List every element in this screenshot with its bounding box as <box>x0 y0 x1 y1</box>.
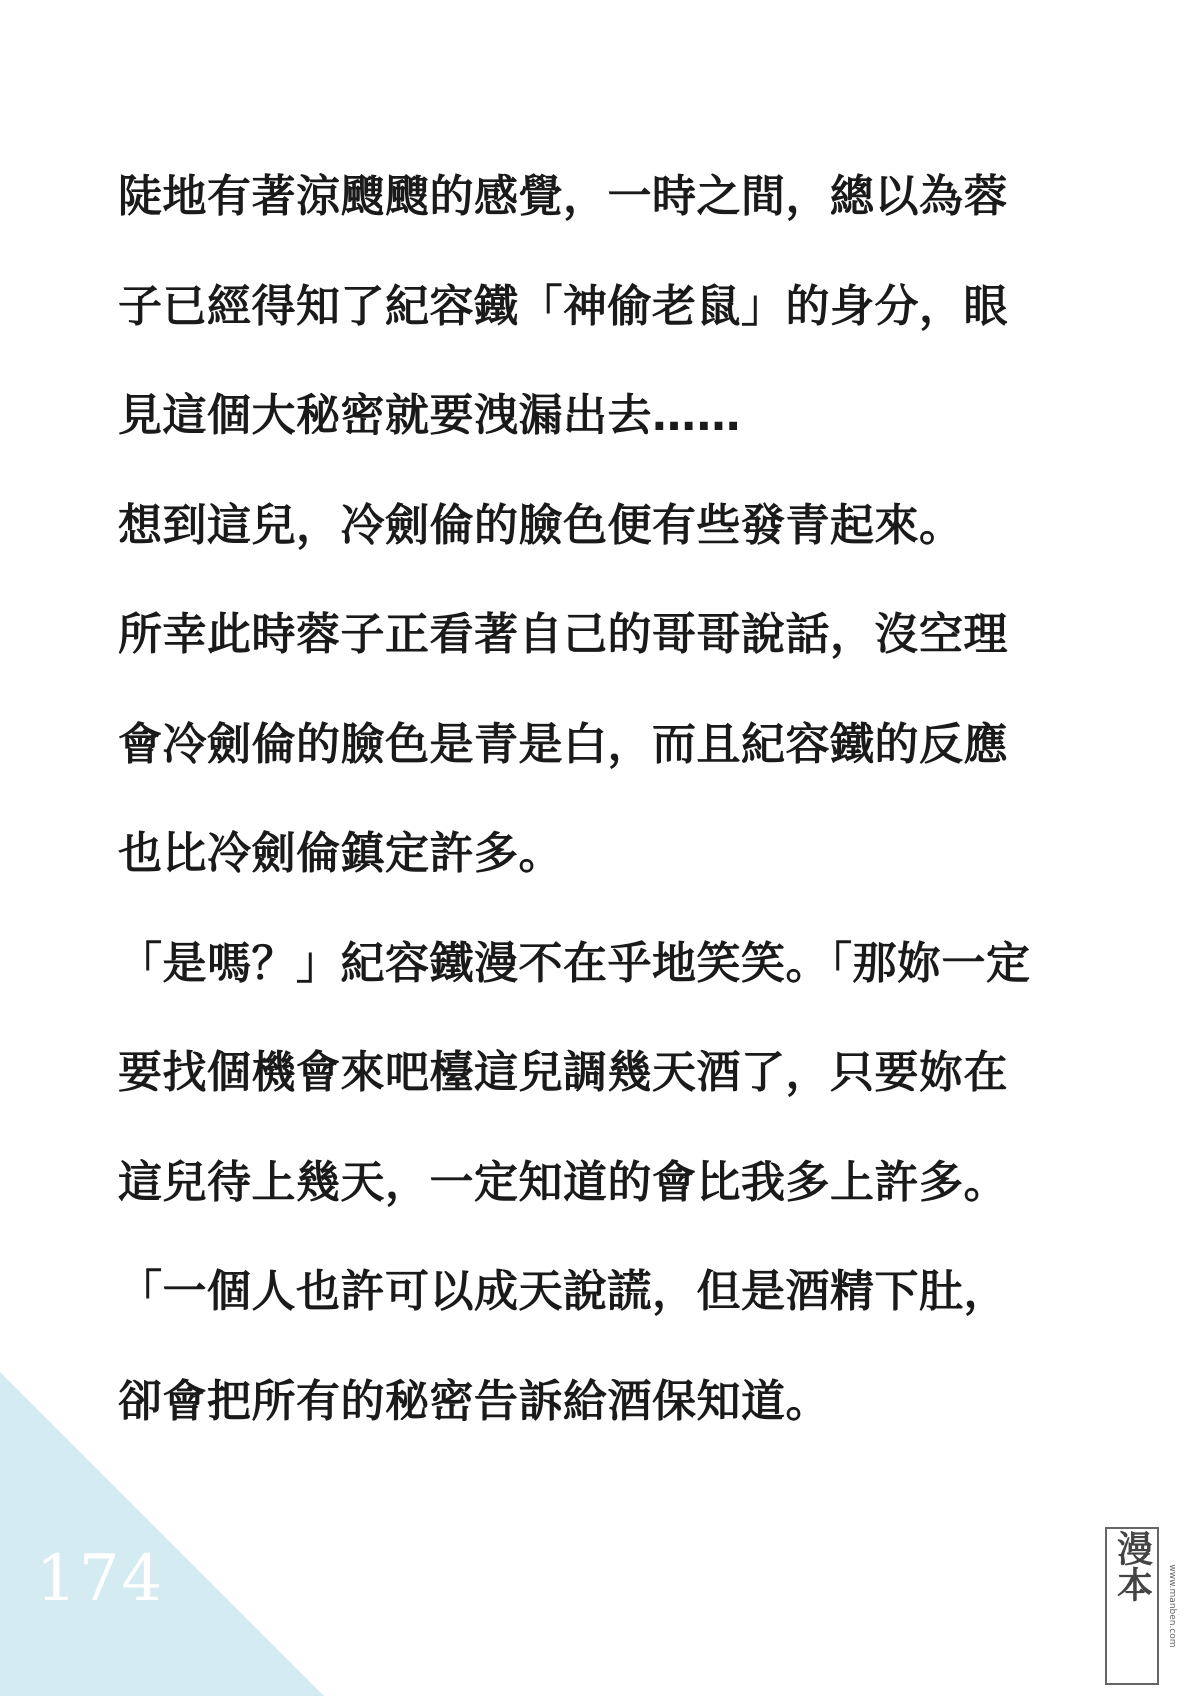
text-line: 會冷劍倫的臉色是青是白，而且紀容鐵的反應 <box>118 718 1008 770</box>
text-line: 也比冷劍倫鎮定許多。 <box>118 828 563 879</box>
page-number: 174 <box>36 1542 165 1616</box>
text-line: 子已經得知了紀容鐵「神偷老鼠」的身分，眼 <box>118 280 1008 332</box>
text-line: 這兒待上幾天，一定知道的會比我多上許多。 <box>118 1156 1008 1208</box>
body-text <box>118 168 1098 1482</box>
text-line: 所幸此時蓉子正看著自己的哥哥說話，沒空理 <box>118 609 1008 660</box>
text-line: 要找個機會來吧檯這兒調幾天酒了，只要妳在 <box>118 1047 1008 1098</box>
text-line: 見這個大秘密就要洩漏出去…… <box>118 390 741 441</box>
text-line: 「一個人也許可以成天說謊，但是酒精下肚， <box>118 1266 1008 1317</box>
text-line: 卻會把所有的秘密告訴給酒保知道。 <box>118 1375 830 1427</box>
watermark-logo <box>1104 1526 1182 1686</box>
watermark-text: 漫本 <box>1111 1530 1153 1602</box>
watermark-url: www.manben.com <box>1167 1564 1177 1648</box>
text-line: 「是嗎？」紀容鐵漫不在乎地笑笑。「那妳一定 <box>118 937 1031 989</box>
text-line: 想到這兒，冷劍倫的臉色便有些發青起來。 <box>118 499 964 551</box>
text-line: 陡地有著涼颼颼的感覺，一時之間，總以為蓉 <box>118 171 1008 222</box>
